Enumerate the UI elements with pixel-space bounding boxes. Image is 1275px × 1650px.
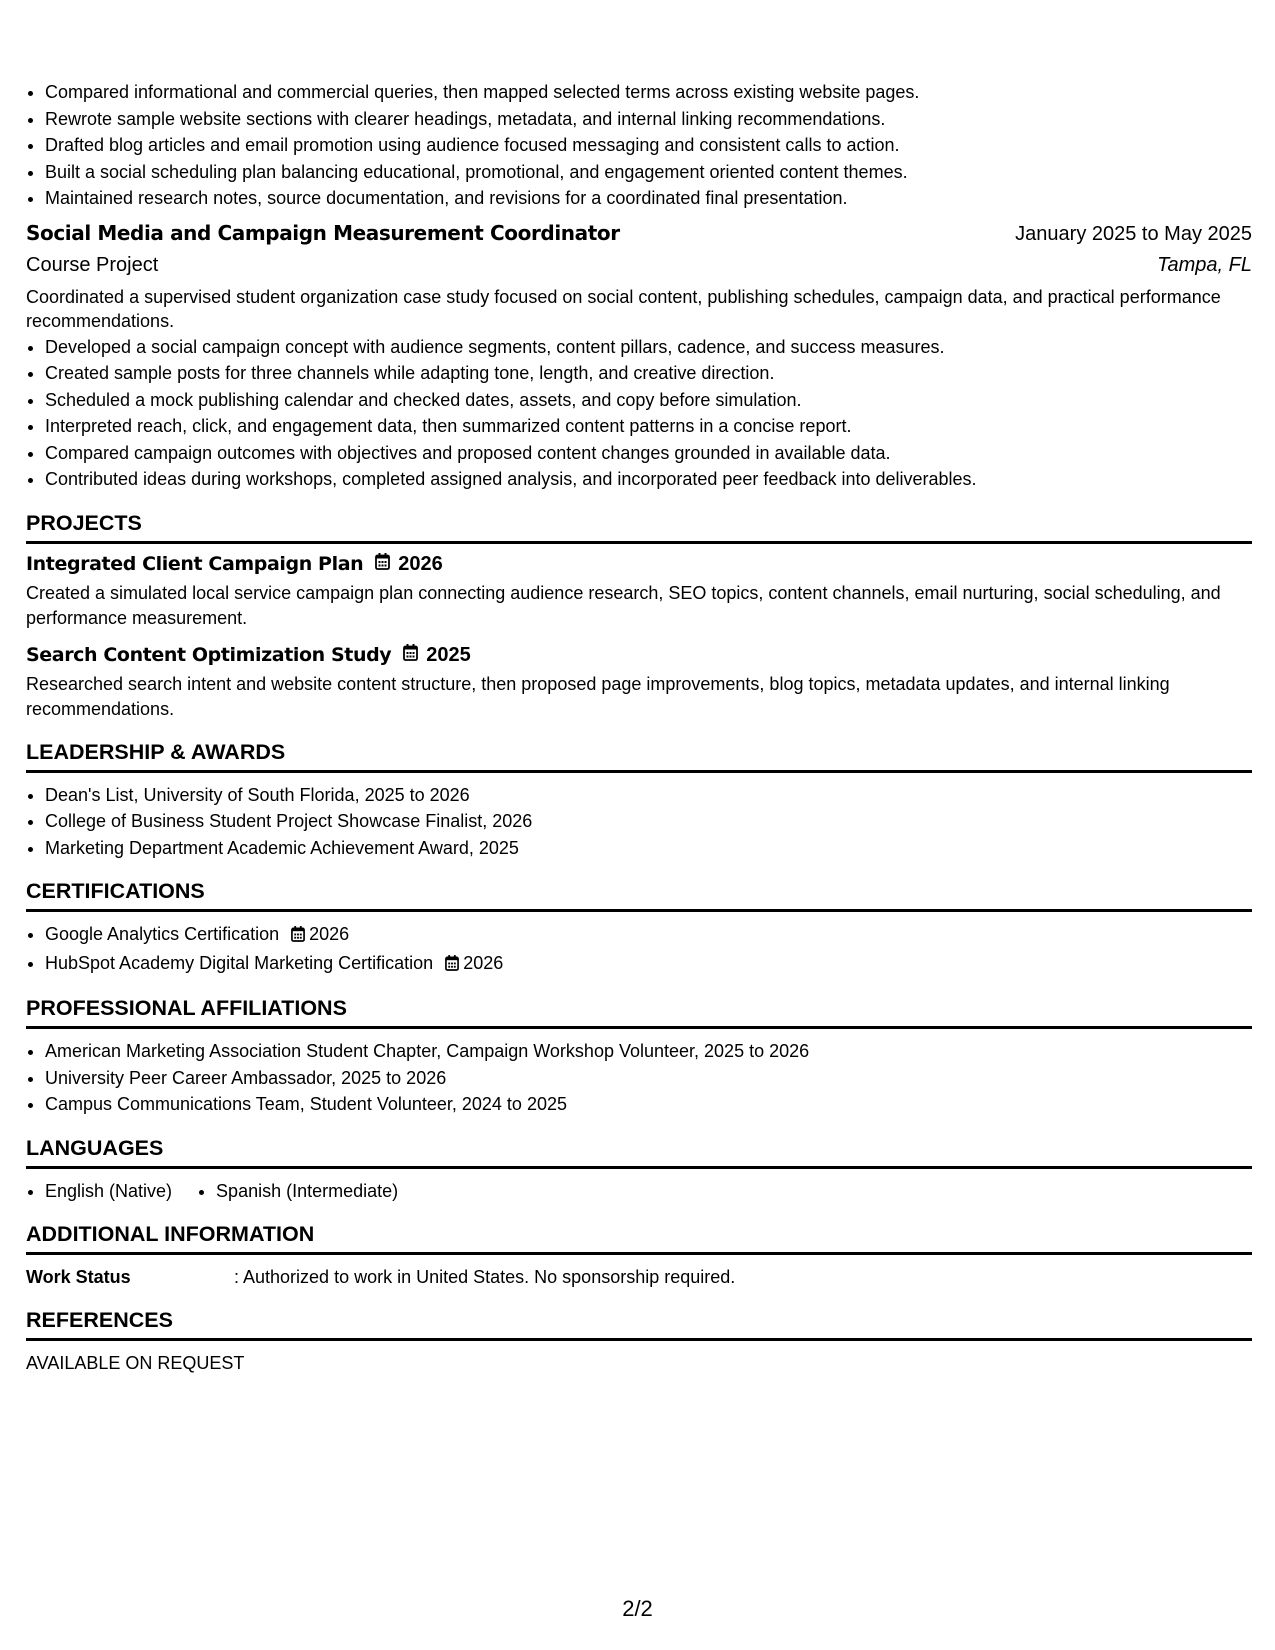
project-year: 2025 (426, 643, 471, 666)
role-organization: Course Project (26, 253, 159, 276)
certifications-list (26, 921, 1252, 978)
page-number: 2/2 (622, 1596, 653, 1621)
list-item: • Rewrote sample website sections with clearer headings, metadata, and internal linking recommendations. (45, 106, 1252, 133)
list-item: • Spanish (Intermediate) (216, 1178, 398, 1205)
calendar-icon (445, 952, 459, 979)
list-item: • Drafted blog articles and email promotion using audience focused messaging and consistent calls to action. (45, 132, 1252, 159)
resume-page-2 (26, 79, 1252, 1376)
references-text: AVAILABLE ON REQUEST (26, 1353, 245, 1373)
list-item: • Maintained research notes, source documentation, and revisions for a coordinated final presentation. (45, 185, 1252, 212)
list-item: • Scheduled a mock publishing calendar and checked dates, assets, and copy before simulation. (45, 387, 1252, 414)
projects-heading: PROJECTS (26, 511, 1252, 544)
list-item: • Compared informational and commercial queries, then mapped selected terms across existing website pages. (45, 79, 1252, 106)
project-entry (26, 644, 1252, 722)
additional-info-heading: ADDITIONAL INFORMATION (26, 1222, 1252, 1255)
certification-year: 2026 (309, 924, 350, 944)
leadership-list (26, 782, 1252, 862)
work-status-value: : Authorized to work in United States. No sponsorship required. (234, 1267, 736, 1287)
list-item: • American Marketing Association Student Chapter, Campaign Workshop Volunteer, 2025 to 2026 (45, 1038, 1252, 1065)
work-status-label: Work Status (26, 1267, 131, 1287)
languages-heading: LANGUAGES (26, 1136, 1252, 1169)
role-title: Social Media and Campaign Measurement Coordinator (26, 220, 620, 245)
leadership-heading: LEADERSHIP & AWARDS (26, 740, 1252, 773)
work-status-row (26, 1264, 1252, 1290)
list-item: • University Peer Career Ambassador, 2025 to 2026 (45, 1065, 1252, 1092)
project-description: Created a simulated local service campaign plan connecting audience research, SEO topics, content channels, email nurturing, social scheduling, and performance measurement. (26, 582, 1221, 628)
list-item: • Built a social scheduling plan balancing educational, promotional, and engagement oriented content themes. (45, 159, 1252, 186)
list-item: • Dean's List, University of South Florida, 2025 to 2026 (45, 782, 1252, 809)
project-name: Search Content Optimization Study (26, 644, 392, 666)
role-location: Tampa, FL (1157, 253, 1252, 276)
role-description: Coordinated a supervised student organization case study focused on social content, publishing schedules, campaign data, and practical performance recommendations. (26, 286, 1221, 331)
project-entry (26, 553, 1252, 631)
languages-list (26, 1178, 1252, 1205)
calendar-icon (291, 923, 305, 950)
certification-name: HubSpot Academy Digital Marketing Certification (45, 952, 434, 973)
role-dates: January 2025 to May 2025 (1015, 222, 1252, 245)
references-heading: REFERENCES (26, 1308, 1252, 1341)
project-year: 2026 (398, 552, 443, 575)
intro-bullet-list (26, 79, 1252, 212)
list-item: • Developed a social campaign concept with audience segments, content pillars, cadence, and success measures. (45, 334, 1252, 361)
list-item: • College of Business Student Project Showcase Finalist, 2026 (45, 808, 1252, 835)
certification-year: 2026 (463, 952, 504, 973)
list-item (45, 921, 1252, 950)
project-description: Researched search intent and website content structure, then proposed page improvements, blog topics, metadata updates, and internal linking recommendations. (26, 673, 1170, 719)
list-item: • Campus Communications Team, Student Volunteer, 2024 to 2025 (45, 1091, 1252, 1118)
affiliations-list (26, 1038, 1252, 1118)
calendar-icon (375, 553, 390, 575)
certification-name: Google Analytics Certification (45, 924, 280, 944)
experience-entry (26, 212, 1252, 493)
list-item (45, 950, 1252, 979)
list-item: • Compared campaign outcomes with objectives and proposed content changes grounded in available data. (45, 440, 1252, 467)
certifications-heading: CERTIFICATIONS (26, 879, 1252, 912)
list-item: • Contributed ideas during workshops, completed assigned analysis, and incorporated peer feedback into deliverables. (45, 466, 1252, 493)
project-name: Integrated Client Campaign Plan (26, 553, 364, 575)
list-item: • Marketing Department Academic Achievement Award, 2025 (45, 835, 1252, 862)
list-item: • Interpreted reach, click, and engagement data, then summarized content patterns in a concise report. (45, 413, 1252, 440)
list-item: • English (Native) (45, 1178, 172, 1205)
list-item: • Created sample posts for three channels while adapting tone, length, and creative direction. (45, 360, 1252, 387)
affiliations-heading: PROFESSIONAL AFFILIATIONS (26, 996, 1252, 1029)
role-bullet-list (26, 334, 1252, 493)
calendar-icon (403, 644, 418, 666)
